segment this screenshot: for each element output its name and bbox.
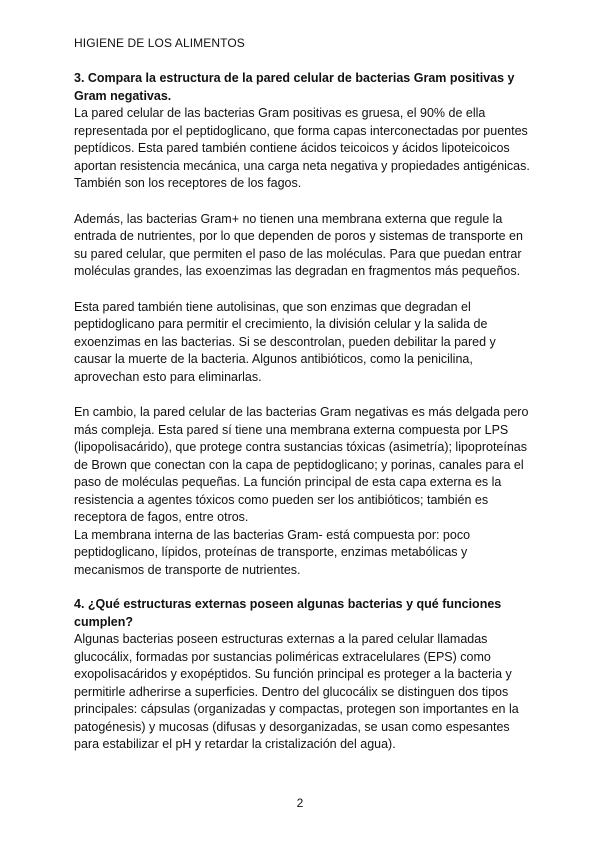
question-4-title: 4. ¿Qué estructuras externas poseen algunas bacterias y qué funciones cumplen?	[74, 597, 502, 629]
question-3-paragraph-3: Esta pared también tiene autolisinas, que son enzimas que degradan el peptidoglicano para permitir el crecimiento, la división celular y la salida de exoenzimas en las bacterias. Si se descontrolan, pueden debilitar la pared y causar la muerte de la bacteria. Algunos antibióticos, como la penicilina, aprovechan esto para eliminarlas.	[74, 299, 496, 384]
question-3-paragraph-2: Además, las bacterias Gram+ no tienen una membrana externa que regule la entrada de nutrientes, por lo que dependen de poros y sistemas de transporte en su pared celular, que permiten el paso de las moléculas. Para que puedan entrar moléculas grandes, las exoenzimas las degradan en fragmentos más pequeños.	[74, 211, 523, 278]
page-header: HIGIENE DE LOS ALIMENTOS	[74, 36, 245, 50]
document-body	[74, 70, 534, 754]
question-3-paragraph-5: La membrana interna de las bacterias Gram- está compuesta por: poco peptidoglicano, lípidos, proteínas de transporte, enzimas metabólicas y mecanismos de transporte de nutrientes.	[74, 527, 471, 577]
question-3-paragraph-1: La pared celular de las bacterias Gram positivas es gruesa, el 90% de ella representada por el peptidoglicano, que forma capas interconectadas por puentes peptídicos. Esta pared también contiene ácidos teicoicos y ácidos lipoteicoicos aportan resistencia mecánica, una carga neta negativa y propiedades antigénicas. También son los receptores de los fagos.	[74, 106, 530, 190]
question-3-title: 3. Compara la estructura de la pared celular de bacterias Gram positivas y Gram negativas.	[74, 71, 515, 103]
question-4-paragraph-1: Algunas bacterias poseen estructuras externas a la pared celular llamadas glucocálix, formadas por sustancias poliméricas extracelulares (EPS) como exopolisacáridos y exopéptidos. Su función principal es proteger a la bacteria y permitirle adherirse a superficies. Dentro del glucocálix se distinguen dos tipos principales: cápsulas (organizadas y compactas, protegen son importantes en la patogénesis) y mucosas (difusas y desorganizadas, se usan como espesantes para estabilizar el pH y retardar la cristalización del agua).	[74, 632, 519, 751]
page-number: 2	[296, 796, 304, 810]
question-3-paragraph-4: En cambio, la pared celular de las bacterias Gram negativas es más delgada pero más compleja. Esta pared sí tiene una membrana externa compuesta por LPS (lipopolisacárido), que protege contra sustancias tóxicas (asimetría); lipoproteínas de Brown que conectan con la capa de peptidoglicano; y porinas, canales para el paso de moléculas pequeñas. La función principal de esta capa externa es la resistencia a agentes tóxicos como pueden ser los antibióticos; también es receptora de fagos, entre otros.	[74, 405, 529, 524]
